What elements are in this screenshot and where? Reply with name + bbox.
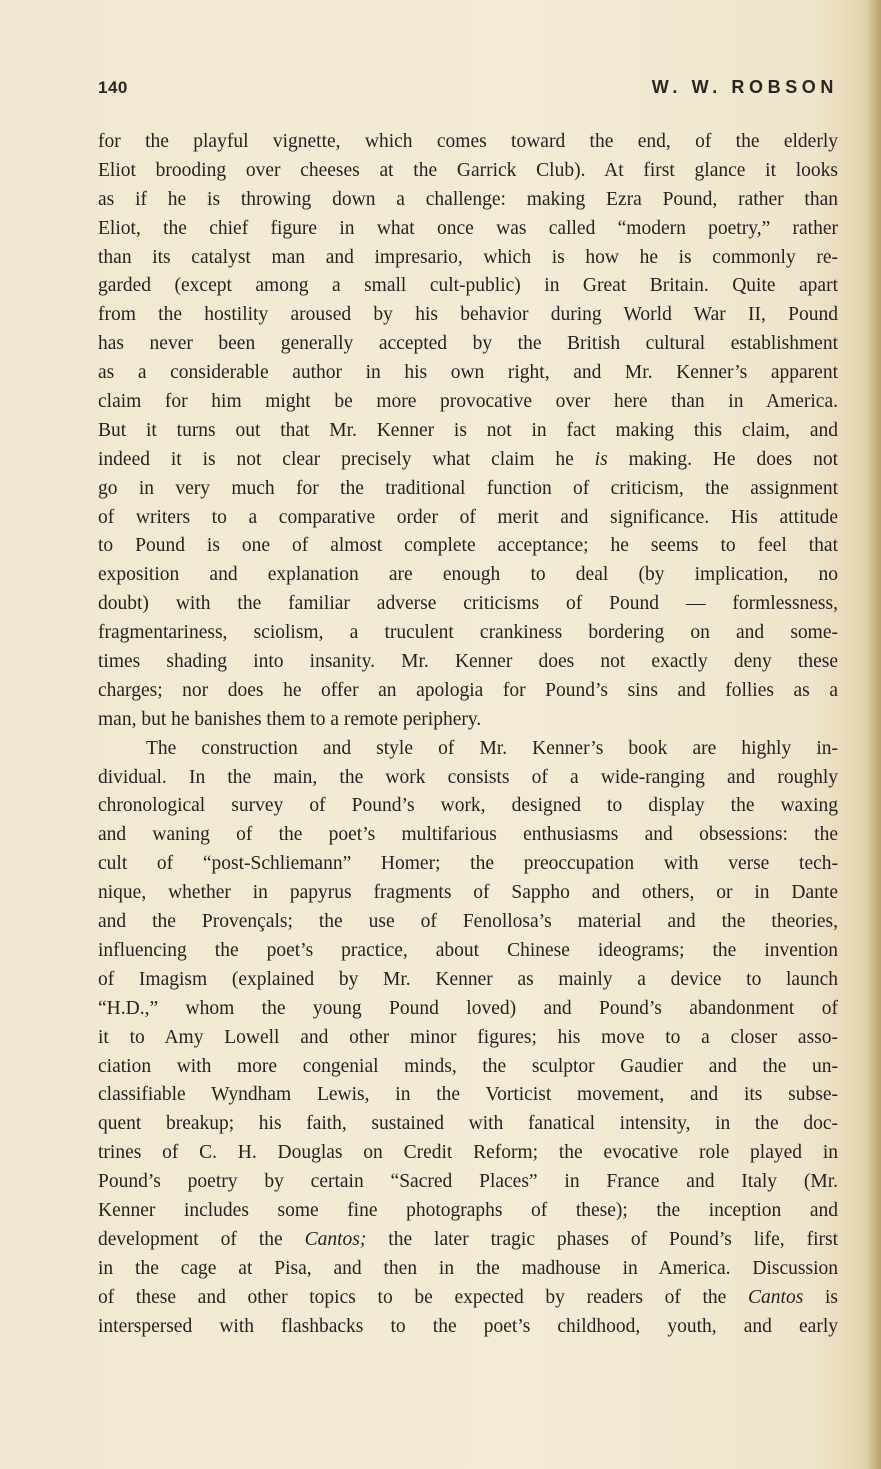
text-line: influencing the poet’s practice, about Chinese ideograms; the invention — [98, 939, 838, 961]
text-line: than its catalyst man and impresario, which is how he is commonly re- — [98, 246, 838, 268]
running-title: W. W. ROBSON — [651, 77, 838, 97]
text-line: quent breakup; his faith, sustained with fanatical intensity, in the doc- — [98, 1113, 838, 1135]
text-line: garded (except among a small cult-public) in Great Britain. Quite apart — [98, 275, 838, 297]
paragraph-first-line: The construction and style of Mr. Kenner’s book are highly in- — [146, 737, 838, 759]
text-line: of writers to a comparative order of merit and significance. His attitude — [98, 506, 838, 528]
page-edge-shadow — [867, 0, 881, 1469]
text-line: fragmentariness, sciolism, a truculent crankiness bordering on and some- — [98, 622, 838, 644]
text-line: classifiable Wyndham Lewis, in the Vorticist movement, and its subse- — [98, 1084, 838, 1106]
text-line: in the cage at Pisa, and then in the madhouse in America. Discussion — [98, 1257, 838, 1279]
text-line: as a considerable author in his own right, and Mr. Kenner’s apparent — [98, 362, 838, 384]
body-text — [98, 128, 838, 1341]
text-line: for the playful vignette, which comes toward the end, of the elderly — [98, 131, 838, 152]
text-line: charges; nor does he offer an apologia for Pound’s sins and follies as a — [98, 679, 838, 701]
text-line: and the Provençals; the use of Fenollosa’s material and the theories, — [98, 911, 838, 933]
running-head — [98, 74, 838, 104]
text-line: trines of C. H. Douglas on Credit Reform; the evocative role played in — [98, 1142, 838, 1164]
text-line: doubt) with the familiar adverse criticisms of Pound — formlessness, — [98, 593, 838, 615]
text-line: nique, whether in papyrus fragments of Sappho and others, or in Dante — [98, 882, 838, 904]
text-line: to Pound is one of almost complete acceptance; he seems to feel that — [98, 535, 838, 557]
italic-word: Cantos; — [304, 1228, 367, 1250]
italic-word: is — [594, 448, 608, 470]
text-line: exposition and explanation are enough to deal (by implication, no — [98, 564, 838, 586]
text-segment: of these and other topics to be expected by readers of the — [98, 1286, 727, 1308]
page-number: 140 — [98, 78, 128, 97]
text-line: go in very much for the traditional function of criticism, the assignment — [98, 477, 838, 499]
text-line — [98, 1284, 838, 1313]
text-line: Eliot brooding over cheeses at the Garrick Club). At first glance it looks — [98, 159, 838, 181]
text-line: cult of “post-Schliemann” Homer; the preoccupation with verse tech- — [98, 853, 838, 875]
text-line: Eliot, the chief figure in what once was called “modern poetry,” rather — [98, 217, 838, 239]
text-line: and waning of the poet’s multifarious enthusiasms and obsessions: the — [98, 824, 838, 846]
text-segment: indeed it is not clear precisely what claim he — [98, 448, 574, 470]
italic-word: Cantos — [748, 1286, 804, 1308]
text-line: dividual. In the main, the work consists of a wide-ranging and roughly — [98, 766, 838, 788]
text-line: But it turns out that Mr. Kenner is not in fact making this claim, and — [98, 419, 838, 441]
text-line: claim for him might be more provocative over here than in America. — [98, 391, 838, 413]
text-line: has never been generally accepted by the British cultural establishment — [98, 333, 838, 355]
text-line: as if he is throwing down a challenge: making Ezra Pound, rather than — [98, 188, 838, 210]
paragraph-last-line: man, but he banishes them to a remote periphery. — [98, 708, 482, 730]
text-segment: making. He does not — [628, 448, 839, 470]
text-line: interspersed with flashbacks to the poet’s childhood, youth, and early — [98, 1315, 838, 1337]
text-line — [98, 1226, 838, 1255]
text-line: times shading into insanity. Mr. Kenner does not exactly deny these — [98, 651, 838, 673]
text-segment: development of the — [98, 1228, 283, 1250]
text-line: “H.D.,” whom the young Pound loved) and Pound’s abandonment of — [98, 997, 838, 1019]
text-segment: the later tragic phases of Pound’s life, first — [388, 1228, 839, 1250]
text-line — [98, 446, 838, 475]
text-line: chronological survey of Pound’s work, designed to display the waxing — [98, 795, 838, 817]
text-line: Pound’s poetry by certain “Sacred Places” in France and Italy (Mr. — [98, 1171, 838, 1193]
text-segment: is — [824, 1286, 838, 1308]
text-line: ciation with more congenial minds, the sculptor Gaudier and the un- — [98, 1055, 838, 1077]
text-line: from the hostility aroused by his behavior during World War II, Pound — [98, 304, 838, 326]
text-line: of Imagism (explained by Mr. Kenner as mainly a device to launch — [98, 968, 838, 990]
text-line: it to Amy Lowell and other minor figures; his move to a closer asso- — [98, 1026, 838, 1048]
text-line: Kenner includes some fine photographs of these); the inception and — [98, 1199, 838, 1221]
